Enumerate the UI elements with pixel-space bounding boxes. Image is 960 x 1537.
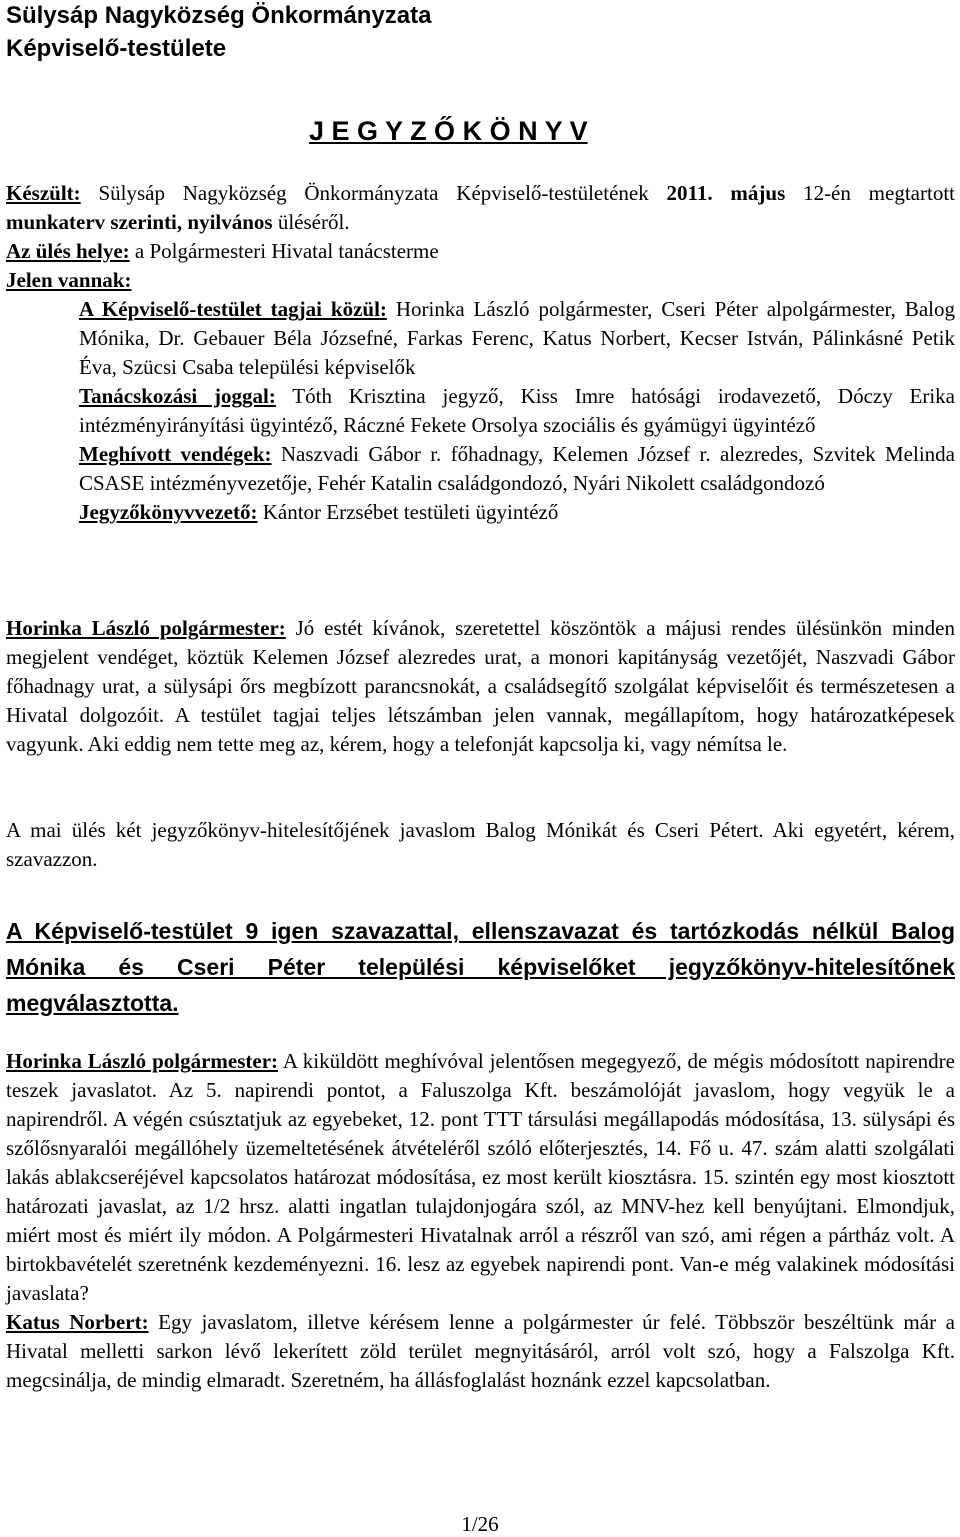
speech-2 bbox=[6, 1047, 955, 1395]
speaker-label: Horinka László polgármester: bbox=[6, 1049, 279, 1073]
organization-body: Képviselő-testülete bbox=[6, 35, 227, 62]
speaker-label: Katus Norbert: bbox=[6, 1310, 149, 1334]
intro-block bbox=[6, 179, 955, 295]
helye-label: Az ülés helye: bbox=[6, 239, 130, 263]
keszult-date: 2011. május bbox=[666, 181, 786, 205]
tanacskozasi-text: Tóth Krisztina jegyző, Kiss Imre hatósági irodavezető, Dóczy Erika intézményirányítási ügyintéző, Ráczné Fekete Orsolya szociális és gyámügyi ügyintéző bbox=[79, 384, 955, 437]
document-title: J E G Y Z Ő K Ö N Y V bbox=[309, 116, 588, 146]
tanacskozasi-label: Tanácskozási joggal: bbox=[79, 384, 276, 408]
speaker-label: Horinka László polgármester: bbox=[6, 616, 286, 640]
jegyzokonyvvezeto-label: Jegyzőkönyvvezető: bbox=[79, 500, 258, 524]
jegyzokonyvvezeto-text: Kántor Erzsébet testületi ügyintéző bbox=[257, 500, 559, 524]
speech-text: Egy javaslatom, illetve kérésem lenne a polgármester úr felé. Többször beszéltünk már a Hivatal melletti sarkon lévő lekerített zöld terület megnyitásáról, arról volt szó, hogy a Falszolga Kft. megcsinálja, de mindig elmaradt. Szeretném, ha állásfoglalást hoznánk ezzel kapcsolatban. bbox=[6, 1310, 955, 1392]
keszult-type: munkaterv szerinti, nyilvános bbox=[6, 210, 273, 234]
vendegek-label: Meghívott vendégek: bbox=[79, 442, 272, 466]
keszult-text-1: Sülysáp Nagyközség Önkormányzata Képviselő-testületének bbox=[80, 181, 667, 205]
keszult-text-3: üléséről. bbox=[272, 210, 350, 234]
tagjai-text: Horinka László polgármester, Cseri Péter alpolgármester, Balog Mónika, Dr. Gebauer Béla Józsefné, Farkas Ferenc, Katus Norbert, Kecser István, Pálinkásné Petik Éva, Szücsi Csaba települési képviselők bbox=[79, 297, 955, 379]
speech-text: A kiküldött meghívóval jelentősen megegyező, de mégis módosított napirendre teszek javaslatot. Az 5. napirendi pontot, a Faluszolga Kft. beszámolóját javaslom, hogy vegyük le a napirendről. A végén csúsztatjuk az egyebeket, 12. pont TTT társulási megállapodás módosítása, 13. sülysápi és szőlősnyaralói megállóhely üzemeltetésének átvételéről szóló előterjesztés, 14. Fő u. 47. szám alatti szolgálati lakás ablakcseréjével kapcsolatos határozat módosítása, ez most került kiosztásra. 15. szintén egy most kiosztott határozati javaslat, az 1/2 hrsz. alatti ingatlan tulajdonjogára szól, az MNV-hez kell benyújtani. Elmondjuk, miért most és miért ily módon. A Polgármesteri Hivatalnak arról a részről van szó, ami régen a pártház volt. A birtokbavételét szeretnénk kezdeményezni. 16. lesz az egyebek napirendi pont. Van-e még valakinek módosítási javaslata? bbox=[6, 1049, 955, 1305]
vendegek-text: Naszvadi Gábor r. főhadnagy, Kelemen József r. alezredes, Szvitek Melinda CSASE intézményvezetője, Fehér Katalin családgondozó, Nyári Nikolett családgondozó bbox=[79, 442, 955, 495]
keszult-text-2: 12-én megtartott bbox=[785, 181, 955, 205]
page-number: 1/26 bbox=[461, 1512, 499, 1536]
keszult-label: Készült: bbox=[6, 181, 81, 205]
vote-result: A Képviselő-testület 9 igen szavazattal, ellenszavazat és tartózkodás nélkül Balog Mónika és Cseri Péter települési képviselőket jegyzőkönyv-hitelesítőnek megválasztotta. bbox=[6, 918, 955, 1016]
speech-text: Jó estét kívánok, szeretettel köszöntök a májusi rendes ülésünkön minden megjelent vendéget, köztük Kelemen József alezredes urat, a monori kapitányság vezetőjét, Naszvadi Gábor főhadnagy urat, a sülysápi őrs megbízott parancsnokát, a családsegítő szolgálat képviselőit és természetesen a Hivatal dolgozóit. A testület tagjai teljes létszámban jelen vannak, megállapítom, hogy határozatképesek vagyunk. Aki eddig nem tette meg az, kérem, hogy a telefonját kapcsolja ki, vagy némítsa le. bbox=[6, 616, 956, 756]
speech-1 bbox=[6, 614, 955, 759]
organization-name: Sülysáp Nagyközség Önkormányzata bbox=[6, 2, 432, 29]
attendees-block bbox=[79, 295, 955, 527]
helye-text: a Polgármesteri Hivatal tanácsterme bbox=[129, 239, 439, 263]
tagjai-label: A Képviselő-testület tagjai közül: bbox=[79, 297, 387, 321]
proposal-paragraph: A mai ülés két jegyzőkönyv-hitelesítőjének javaslom Balog Mónikát és Cseri Pétert. Aki egyetért, kérem, szavazzon. bbox=[6, 818, 955, 871]
jelen-label: Jelen vannak: bbox=[6, 268, 132, 292]
